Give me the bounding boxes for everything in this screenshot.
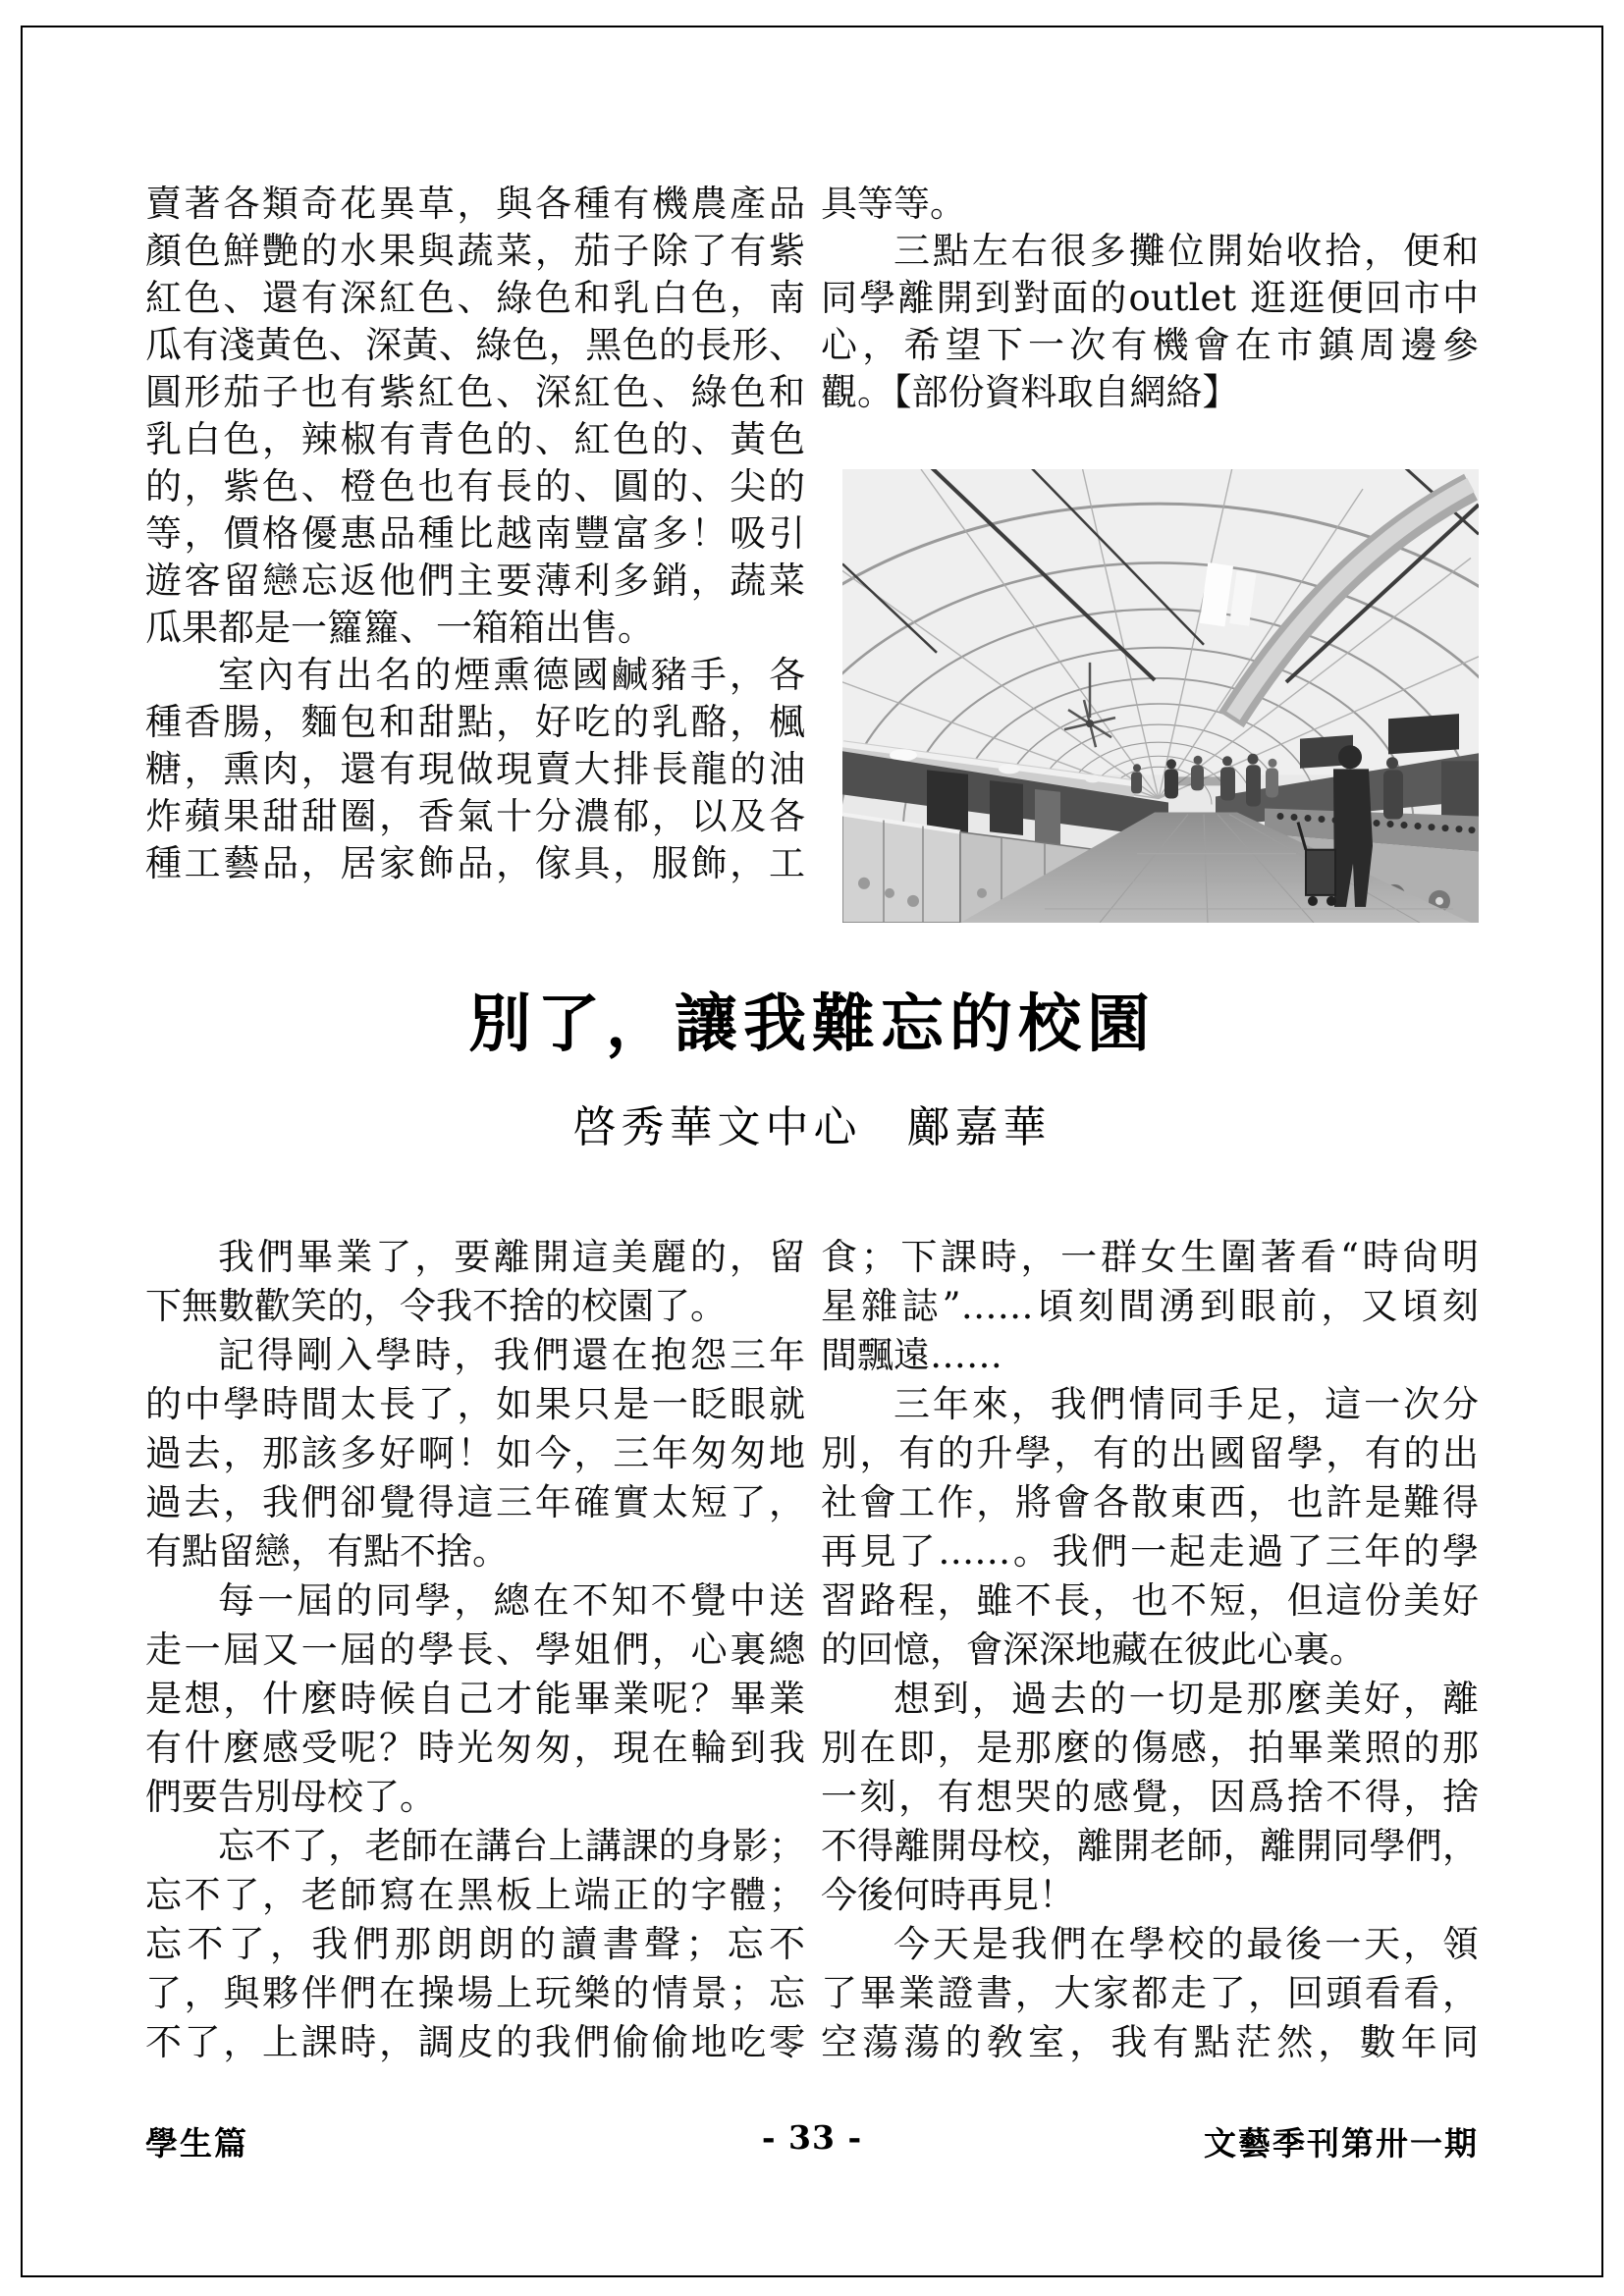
text-line: 過去，那該多好啊！如今，三年匆匆地 xyxy=(145,1432,805,1474)
text-line: 有什麼感受呢？時光匆匆，現在輪到我 xyxy=(145,1727,805,1769)
text-line: 想到，過去的一切是那麼美好，離 xyxy=(893,1678,1479,1720)
text-line: 別，有的升學，有的出國留學，有的出 xyxy=(821,1432,1479,1474)
text-line: 種工藝品，居家飾品，傢具，服飾，工 xyxy=(145,842,805,884)
text-line: 今天是我們在學校的最後一天，領 xyxy=(893,1923,1479,1965)
text-line: 圓形茄子也有紫紅色、深紅色、綠色和 xyxy=(145,371,805,413)
text-line: 具等等。 xyxy=(821,183,966,225)
text-line: 忘不了，我們那朗朗的讀書聲；忘不 xyxy=(145,1923,805,1965)
text-line: 是想，什麼時候自己才能畢業呢？畢業 xyxy=(145,1678,805,1720)
footer-page-number: - 33 - xyxy=(761,2118,863,2157)
text-line: 遊客留戀忘返他們主要薄利多銷，蔬菜 xyxy=(145,560,805,602)
text-line: 別在即，是那麼的傷感，拍畢業照的那 xyxy=(821,1727,1479,1769)
text-line: 了，與夥伴們在操場上玩樂的情景；忘 xyxy=(145,1972,805,2014)
text-line: 間飄遠…… xyxy=(821,1334,1002,1376)
byline-author: 鄺嘉華 xyxy=(906,1102,1052,1152)
text-line: 有點留戀，有點不捨。 xyxy=(145,1530,509,1573)
text-line: 觀。【部份資料取自網絡】 xyxy=(821,371,1239,413)
text-line: 瓜果都是一籮籮、一箱箱出售。 xyxy=(145,607,654,649)
text-line: 乳白色，辣椒有青色的、紅色的、黃色 xyxy=(145,418,805,460)
text-line: 心，希望下一次有機會在市鎮周邊參 xyxy=(821,324,1479,366)
text-line: 空蕩蕩的敎室，我有點茫然，數年同 xyxy=(821,2021,1479,2063)
market-hall-photo-graphic xyxy=(842,469,1479,923)
text-line: 不得離開母校，離開老師，離開同學們， xyxy=(821,1825,1479,1867)
text-line: 下無數歡笑的，令我不捨的校園了。 xyxy=(145,1285,727,1327)
text-line: 的回憶，會深深地藏在彼此心裏。 xyxy=(821,1629,1366,1671)
text-line: 忘不了，老師寫在黑板上端正的字體； xyxy=(145,1874,805,1916)
footer-issue-label: 文藝季刊第卅一期 xyxy=(1204,2124,1479,2163)
text-line: 紅色、還有深紅色、綠色和乳白色，南 xyxy=(145,277,805,319)
market-hall-photo xyxy=(842,469,1479,923)
text-line: 種香腸，麵包和甜點，好吃的乳酪，楓 xyxy=(145,701,805,743)
text-line: 三點左右很多攤位開始收拾，便和 xyxy=(893,230,1479,272)
text-line: 的，紫色、橙色也有長的、圓的、尖的 xyxy=(145,465,805,507)
text-line: 炸蘋果甜甜圈，香氣十分濃郁，以及各 xyxy=(145,795,805,837)
text-line: 了畢業證書，大家都走了，回頭看看， xyxy=(821,1972,1479,2014)
text-line: 糖，熏肉，還有現做現賣大排長龍的油 xyxy=(145,748,805,790)
text-line: 顏色鮮艷的水果與蔬菜，茄子除了有紫 xyxy=(145,230,805,272)
farewell-article-left-column xyxy=(145,1233,805,2067)
text-line: 的中學時間太長了，如果只是一眨眼就 xyxy=(145,1383,805,1425)
text-line: 們要告別母校了。 xyxy=(145,1776,436,1818)
text-line: 瓜有淺黃色、深黃、綠色，黑色的長形、 xyxy=(145,324,805,366)
text-line: 社會工作，將會各散東西，也許是難得 xyxy=(821,1481,1479,1523)
text-line: 等，價格優惠品種比越南豐富多！吸引 xyxy=(145,512,805,555)
text-line: 一刻，有想哭的感覺，因爲捨不得，捨 xyxy=(821,1776,1479,1818)
text-line: 三年來，我們情同手足，這一次分 xyxy=(893,1383,1479,1425)
text-line: 走一屆又一屆的學長、學姐們，心裏總 xyxy=(145,1629,805,1671)
text-line: 我們畢業了，要離開這美麗的，留 xyxy=(218,1236,805,1278)
farewell-article-right-column xyxy=(821,1233,1479,2067)
text-line: 同學離開到對面的outlet 逛逛便回市中 xyxy=(821,277,1479,319)
text-line: 賣著各類奇花異草，與各種有機農產品 xyxy=(145,183,805,225)
page-footer xyxy=(145,2118,1479,2163)
text-line: 星雜誌”……頃刻間湧到眼前，又頃刻 xyxy=(821,1285,1479,1327)
article-byline xyxy=(145,1097,1479,1158)
text-line: 不了，上課時，調皮的我們偷偷地吃零 xyxy=(145,2021,805,2063)
text-line: 今後何時再見！ xyxy=(821,1874,1075,1916)
text-line: 過去，我們卻覺得這三年確實太短了， xyxy=(145,1481,805,1523)
text-line: 室內有出名的煙熏德國鹹豬手，各 xyxy=(218,654,805,696)
market-article-left-column xyxy=(145,181,805,887)
text-line: 每一屆的同學，總在不知不覺中送 xyxy=(218,1579,805,1622)
text-line: 習路程，雖不長，也不短，但這份美好 xyxy=(821,1579,1479,1622)
footer-section-label: 學生篇 xyxy=(145,2124,248,2163)
market-article-right-column xyxy=(821,181,1479,416)
article-title: 別了，讓我難忘的校園 xyxy=(468,988,1156,1061)
text-line: 記得剛入學時，我們還在抱怨三年 xyxy=(218,1334,805,1376)
text-line: 再見了……。我們一起走過了三年的學 xyxy=(821,1530,1479,1573)
text-line: 食；下課時，一群女生圍著看“時尙明 xyxy=(821,1236,1479,1278)
byline-school: 啓秀華文中心 xyxy=(572,1102,862,1152)
text-line: 忘不了，老師在講台上講課的身影； xyxy=(218,1825,805,1867)
